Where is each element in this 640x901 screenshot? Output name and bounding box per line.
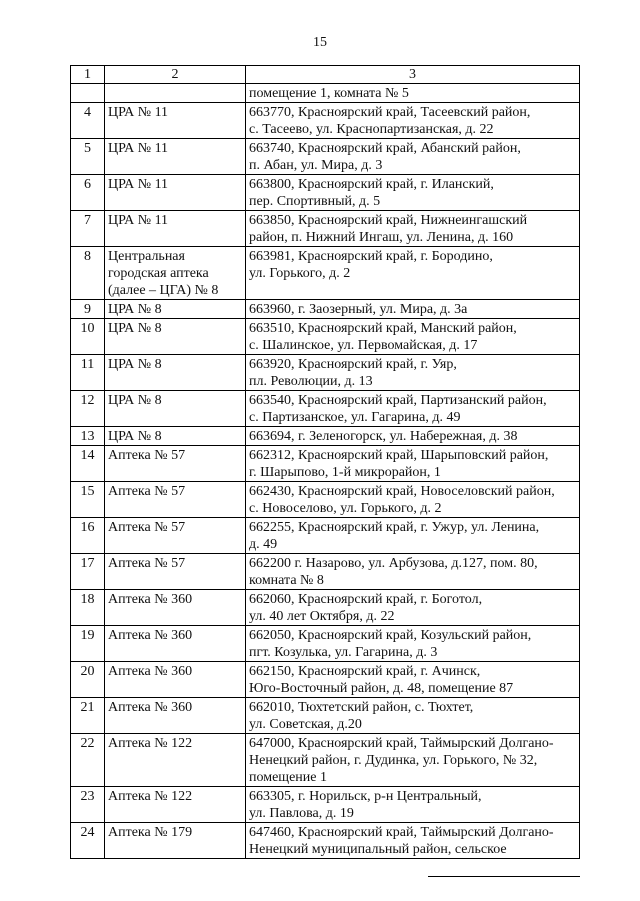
row-number-cell: 4 (71, 103, 105, 139)
table-body (71, 84, 580, 859)
footer-rule (428, 876, 580, 877)
address-cell: 662200 г. Назарово, ул. Арбузова, д.127, пом. 80, комната № 8 (246, 554, 580, 590)
pharmacy-name-cell: Аптека № 360 (105, 626, 246, 662)
address-cell: 663305, г. Норильск, р-н Центральный, ул. Павлова, д. 19 (246, 787, 580, 823)
address-cell: 663920, Красноярский край, г. Уяр, пл. Революции, д. 13 (246, 355, 580, 391)
pharmacy-name-cell: Аптека № 122 (105, 787, 246, 823)
table-row (71, 103, 580, 139)
table-row (71, 84, 580, 103)
pharmacy-name-cell: ЦРА № 11 (105, 103, 246, 139)
row-number-cell: 8 (71, 247, 105, 300)
row-number-cell: 18 (71, 590, 105, 626)
row-number-cell: 15 (71, 482, 105, 518)
table-row (71, 823, 580, 859)
row-number-cell: 22 (71, 734, 105, 787)
address-cell: 662312, Красноярский край, Шарыповский район, г. Шарыпово, 1-й микрорайон, 1 (246, 446, 580, 482)
pharmacy-name-cell: Аптека № 360 (105, 590, 246, 626)
row-number-cell: 21 (71, 698, 105, 734)
address-cell: помещение 1, комната № 5 (246, 84, 580, 103)
address-cell: 663694, г. Зеленогорск, ул. Набережная, д. 38 (246, 427, 580, 446)
row-number-cell: 23 (71, 787, 105, 823)
address-cell: 663770, Красноярский край, Тасеевский район, с. Тасеево, ул. Краснопартизанская, д. 22 (246, 103, 580, 139)
pharmacy-name-cell (105, 84, 246, 103)
row-number-cell (71, 84, 105, 103)
table-row (71, 446, 580, 482)
pharmacy-name-cell: Центральная городская аптека (далее – ЦГА) № 8 (105, 247, 246, 300)
table-row (71, 662, 580, 698)
address-cell: 663981, Красноярский край, г. Бородино, ул. Горького, д. 2 (246, 247, 580, 300)
table-row (71, 698, 580, 734)
address-cell: 662430, Красноярский край, Новоселовский район, с. Новоселово, ул. Горького, д. 2 (246, 482, 580, 518)
row-number-cell: 7 (71, 211, 105, 247)
address-cell: 663740, Красноярский край, Абанский район, п. Абан, ул. Мира, д. 3 (246, 139, 580, 175)
pharmacy-name-cell: ЦРА № 11 (105, 175, 246, 211)
pharmacy-name-cell: ЦРА № 8 (105, 391, 246, 427)
column-header-address: 3 (246, 66, 580, 84)
table-row (71, 787, 580, 823)
table-header-row (71, 66, 580, 84)
column-header-number: 1 (71, 66, 105, 84)
address-cell: 662150, Красноярский край, г. Ачинск, Юго-Восточный район, д. 48, помещение 87 (246, 662, 580, 698)
pharmacy-name-cell: Аптека № 57 (105, 554, 246, 590)
table-row (71, 300, 580, 319)
row-number-cell: 13 (71, 427, 105, 446)
table-row (71, 734, 580, 787)
pharmacy-name-cell: Аптека № 57 (105, 518, 246, 554)
pharmacy-name-cell: Аптека № 360 (105, 662, 246, 698)
address-cell: 663510, Красноярский край, Манский район, с. Шалинское, ул. Первомайская, д. 17 (246, 319, 580, 355)
pharmacy-name-cell: ЦРА № 8 (105, 319, 246, 355)
address-cell: 663960, г. Заозерный, ул. Мира, д. 3а (246, 300, 580, 319)
table-row (71, 391, 580, 427)
pharmacy-name-cell: Аптека № 57 (105, 446, 246, 482)
table-row (71, 554, 580, 590)
table-row (71, 482, 580, 518)
row-number-cell: 12 (71, 391, 105, 427)
pharmacy-name-cell: ЦРА № 8 (105, 300, 246, 319)
pharmacy-name-cell: ЦРА № 11 (105, 139, 246, 175)
row-number-cell: 5 (71, 139, 105, 175)
table-row (71, 319, 580, 355)
row-number-cell: 6 (71, 175, 105, 211)
pharmacy-name-cell: Аптека № 179 (105, 823, 246, 859)
table-row (71, 427, 580, 446)
address-cell: 663540, Красноярский край, Партизанский район, с. Партизанское, ул. Гагарина, д. 49 (246, 391, 580, 427)
table-row (71, 175, 580, 211)
table-row (71, 355, 580, 391)
pharmacy-name-cell: ЦРА № 11 (105, 211, 246, 247)
pharmacy-address-table (70, 65, 580, 859)
pharmacy-name-cell: Аптека № 122 (105, 734, 246, 787)
row-number-cell: 11 (71, 355, 105, 391)
address-cell: 647000, Красноярский край, Таймырский Долгано- Ненецкий район, г. Дудинка, ул. Горького, № 32, помещение 1 (246, 734, 580, 787)
table-row (71, 626, 580, 662)
row-number-cell: 19 (71, 626, 105, 662)
row-number-cell: 20 (71, 662, 105, 698)
row-number-cell: 14 (71, 446, 105, 482)
row-number-cell: 24 (71, 823, 105, 859)
address-cell: 662255, Красноярский край, г. Ужур, ул. Ленина, д. 49 (246, 518, 580, 554)
column-header-name: 2 (105, 66, 246, 84)
pharmacy-name-cell: ЦРА № 8 (105, 355, 246, 391)
table-row (71, 590, 580, 626)
table-row (71, 247, 580, 300)
row-number-cell: 10 (71, 319, 105, 355)
row-number-cell: 9 (71, 300, 105, 319)
address-cell: 662010, Тюхтетский район, с. Тюхтет, ул. Советская, д.20 (246, 698, 580, 734)
page-number: 15 (313, 35, 327, 50)
row-number-cell: 16 (71, 518, 105, 554)
address-cell: 662050, Красноярский край, Козульский район, пгт. Козулька, ул. Гагарина, д. 3 (246, 626, 580, 662)
table-row (71, 518, 580, 554)
table-row (71, 211, 580, 247)
pharmacy-name-cell: Аптека № 360 (105, 698, 246, 734)
pharmacy-name-cell: ЦРА № 8 (105, 427, 246, 446)
row-number-cell: 17 (71, 554, 105, 590)
address-cell: 662060, Красноярский край, г. Боготол, ул. 40 лет Октября, д. 22 (246, 590, 580, 626)
pharmacy-name-cell: Аптека № 57 (105, 482, 246, 518)
address-cell: 647460, Красноярский край, Таймырский Долгано- Ненецкий муниципальный район, сельское (246, 823, 580, 859)
address-cell: 663800, Красноярский край, г. Иланский, пер. Спортивный, д. 5 (246, 175, 580, 211)
address-cell: 663850, Красноярский край, Нижнеингашский район, п. Нижний Ингаш, ул. Ленина, д. 160 (246, 211, 580, 247)
table-row (71, 139, 580, 175)
